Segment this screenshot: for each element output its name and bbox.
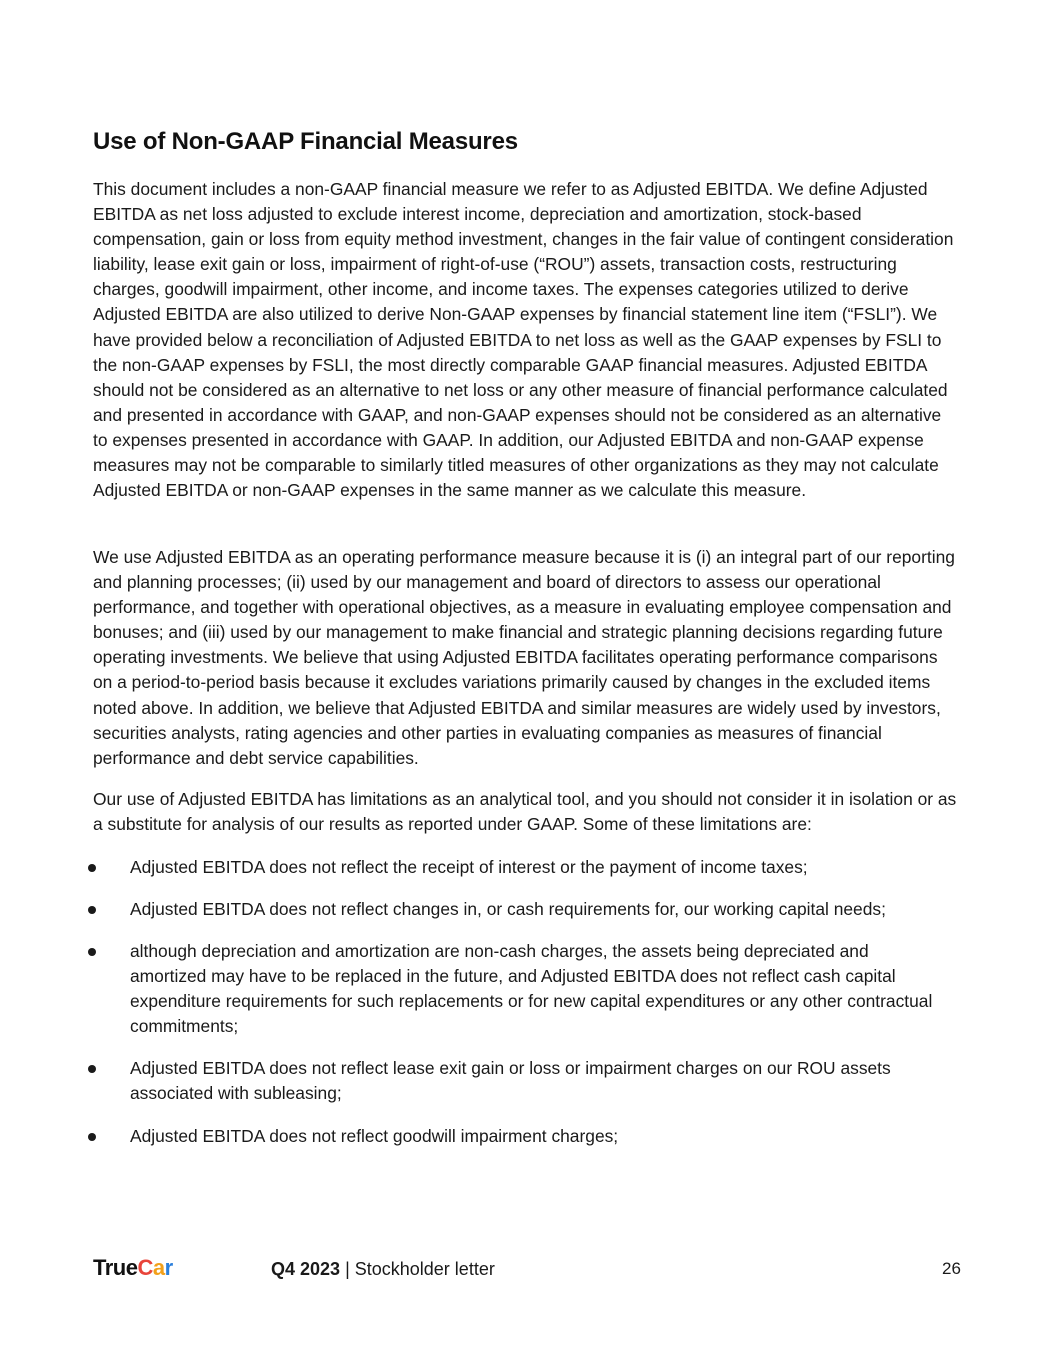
footer-title: Stockholder letter [354,1259,495,1279]
footer-quarter: Q4 2023 [271,1259,341,1279]
list-item-text: Adjusted EBITDA does not reflect changes in, or cash requirements for, our working capital needs; [130,899,886,919]
bullet-icon [88,948,96,956]
logo-letter-r: r [164,1255,173,1280]
list-item-text: Adjusted EBITDA does not reflect lease exit gain or loss or impairment charges on our ROU assets associated with subleasing; [130,1058,891,1104]
paragraph-limitations-intro: Our use of Adjusted EBITDA has limitations as an analytical tool, and you should not consider it in isolation or as a substitute for analysis of our results as reported under GAAP. Some of these limitations are: [93,789,957,835]
bullet-icon [88,1133,96,1141]
list-item-text: Adjusted EBITDA does not reflect goodwill impairment charges; [130,1126,619,1146]
bullet-icon [88,1065,96,1073]
logo-letter-c: C [137,1255,153,1280]
truecar-logo [93,1255,173,1281]
page-footer [0,1250,1055,1290]
list-item-text: Adjusted EBITDA does not reflect the receipt of interest or the payment of income taxes; [130,857,808,877]
page-number: 26 [942,1259,961,1278]
logo-text-true: True [93,1255,138,1280]
footer-separator: | [340,1259,355,1279]
paragraph-usage: We use Adjusted EBITDA as an operating performance measure because it is (i) an integral part of our reporting and planning processes; (ii) used by our management and board of directors to assess our operational performance, and together with operational objectives, as a measure in evaluating employee compensation and bonuses; and (iii) used by our management to make financial and strategic planning decisions regarding future operating investments. We believe that using Adjusted EBITDA facilitates operating performance comparisons on a period-to-period basis because it excludes variations primarily caused by changes in the excluded items noted above. In addition, we believe that Adjusted EBITDA and similar measures are widely used by investors, securities analysts, rating agencies and other parties in evaluating companies as measures of financial performance and debt service capabilities. [93,547,955,768]
footer-document-label [271,1259,495,1280]
paragraph-definition: This document includes a non-GAAP financial measure we refer to as Adjusted EBITDA. We define Adjusted EBITDA as net loss adjusted to exclude interest income, depreciation and amortization, stock-based compensation, gain or loss from equity method investment, changes in the fair value of contingent consideration liability, lease exit gain or loss, impairment of right-of-use (“ROU”) assets, transaction costs, restructuring charges, goodwill impairment, other income, and income taxes. The expenses categories utilized to derive Adjusted EBITDA are also utilized to derive Non-GAAP expenses by financial statement line item (“FSLI”). We have provided below a reconciliation of Adjusted EBITDA to net loss as well as the GAAP expenses by FSLI to the non-GAAP expenses by FSLI, the most directly comparable GAAP financial measures. Adjusted EBITDA should not be considered as an alternative to net loss or any other measure of financial performance calculated and presented in accordance with GAAP, and non-GAAP expenses should not be considered as an alternative to expenses presented in accordance with GAAP. In addition, our Adjusted EBITDA and non-GAAP expense measures may not be comparable to similarly titled measures of other organizations as they may not calculate Adjusted EBITDA or non-GAAP expenses in the same manner as we calculate this measure. [93,179,954,501]
logo-letter-a: a [152,1255,165,1280]
list-item-text: although depreciation and amortization are non-cash charges, the assets being depreciated and amortized may have to be replaced in the future, and Adjusted EBITDA does not reflect cash capital expenditure requirements for such replacements or for new capital expenditures or any other contractual commitments; [130,941,933,1037]
bullet-icon [88,906,96,914]
page-title: Use of Non-GAAP Financial Measures [93,128,518,155]
bullet-icon [88,864,96,872]
